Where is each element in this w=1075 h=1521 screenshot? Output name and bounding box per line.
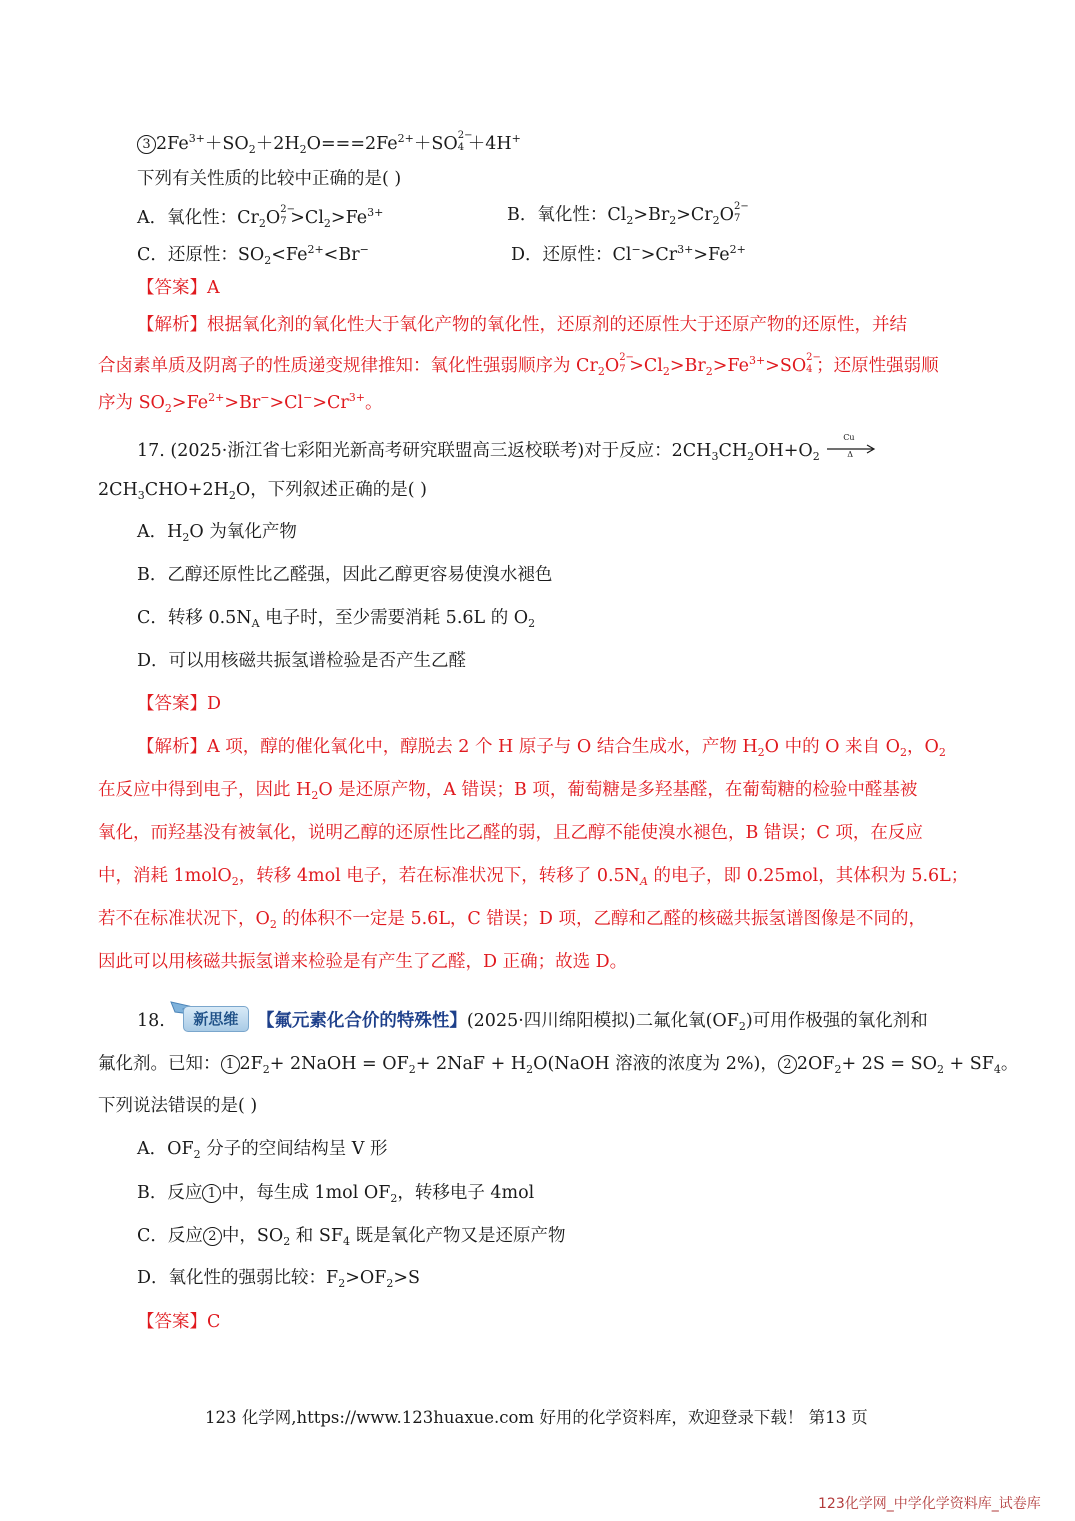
exp-text: A 项，醇的催化氧化中，醇脱去 2 个 H 原子与 O 结合生成水，产物 H: [207, 737, 758, 757]
explanation-label: 【解析】: [137, 737, 207, 757]
stem-text: + 2S = SO: [841, 1054, 937, 1074]
q18-stem-line1: [137, 1000, 928, 1032]
opt-sub: 2: [338, 1277, 346, 1290]
opt-text: ，转移电子 4mol: [397, 1183, 535, 1203]
opt-text: A．OF: [137, 1139, 194, 1159]
stem-text: 。: [1000, 1054, 1019, 1074]
stem-text: 2OF: [796, 1054, 835, 1074]
circled-number: 1: [202, 1184, 221, 1203]
q16-explanation-line2: [98, 351, 939, 378]
exp-sub: 7: [619, 363, 626, 375]
page-footer: 123 化学网,https://www.123huaxue.com 好用的化学资料库，欢迎登录下载！ 第13 页: [205, 1408, 868, 1427]
q17-option-b: B．乙醇还原性比乙醛强，因此乙醇更容易使溴水褪色: [137, 565, 553, 585]
opt-subsup: [280, 203, 296, 227]
exp-sup: 2+: [208, 391, 225, 404]
stem-text: 2F: [239, 1054, 263, 1074]
q17-explanation-line5: [98, 911, 926, 930]
exp-text: 。: [364, 393, 383, 413]
badge-pill: [183, 1006, 249, 1032]
exp-text: 的体积不一定是 5.6L，C 错误；D 项，乙醇和乙醛的核磁共振氢谱图像是不同的，: [276, 909, 926, 929]
stem-sub: 3: [711, 450, 719, 463]
opt-sub: 2: [264, 254, 272, 267]
stem-sub: 2: [738, 1020, 746, 1033]
opt-sub: 2: [626, 214, 634, 227]
exp-text: 若不在标准状况下，O: [98, 909, 270, 929]
stem-text: CH: [718, 441, 748, 461]
eq-sub: 2: [299, 143, 307, 156]
new-thinking-badge: [169, 1000, 251, 1032]
exp-sub: 2: [705, 365, 713, 378]
q17-explanation-line3: 氧化，而羟基没有被氧化，说明乙醇的还原性比乙醛的弱，且乙醇不能使溴水褪色，B 错误；C 项，在反应: [98, 823, 923, 843]
q17-option-c: [137, 610, 535, 629]
circled-number: 1: [221, 1055, 240, 1074]
eq-sup: +: [511, 132, 521, 145]
opt-text: >Cr: [640, 245, 678, 265]
eq-subsup: [457, 129, 473, 153]
answer-label: 【答案】: [137, 694, 207, 714]
exp-sup: 3+: [348, 391, 365, 404]
answer-value: C: [207, 1312, 221, 1332]
opt-text: 既是氧化产物又是还原产物: [350, 1226, 566, 1246]
exp-sub: 2: [938, 746, 946, 759]
stem-text: + SF: [943, 1054, 994, 1074]
stem-sub: 2: [262, 1063, 270, 1076]
exp-text: O 中的 O 来自 O: [764, 737, 900, 757]
exp-text: O 是还原产物，A 错误；B 项，葡萄糖是多羟基醛，在葡萄糖的检验中醛基被: [318, 780, 918, 800]
opt-sub: 2: [258, 217, 266, 230]
stem-sub: 2: [526, 1063, 534, 1076]
eq-text: ＋SO: [204, 134, 249, 154]
answer-label: 【答案】: [137, 1312, 207, 1332]
opt-text: B．氧化性：Cl: [507, 205, 627, 225]
eq-sup: 3+: [188, 132, 205, 145]
stem-text: 2CH: [98, 480, 138, 500]
exp-sub: 2: [231, 875, 239, 888]
opt-sub: 2: [386, 1277, 394, 1290]
opt-sup: −: [631, 243, 641, 256]
arrow-condition-bottom: Δ: [847, 450, 854, 459]
exp-text: >Cr: [312, 393, 349, 413]
q18-option-c: [137, 1227, 566, 1247]
q17-stem-line1: [137, 433, 877, 463]
opt-sup: 2+: [307, 243, 324, 256]
opt-text: <Br: [323, 245, 360, 265]
opt-text: <Fe: [271, 245, 308, 265]
opt-sub: 2: [712, 214, 720, 227]
answer-value: D: [207, 694, 222, 714]
exp-text: >Cl: [269, 393, 304, 413]
exp-text: >Fe: [712, 356, 749, 376]
opt-text: B．反应: [137, 1183, 203, 1203]
opt-sub: 2: [669, 214, 677, 227]
q16-option-c: [137, 244, 369, 266]
q18-answer: [137, 1314, 220, 1332]
opt-text: C．还原性：SO: [137, 245, 265, 265]
circled-number: 2: [203, 1227, 222, 1246]
q16-stem: 下列有关性质的比较中正确的是( ): [137, 169, 402, 189]
q18-option-b: [137, 1184, 534, 1204]
opt-text: 分子的空间结构呈 V 形: [200, 1139, 388, 1159]
q17-option-a: [137, 524, 297, 543]
exp-sub: 2: [164, 402, 172, 415]
eq-text: ＋SO: [413, 134, 458, 154]
opt-text: >Br: [633, 205, 670, 225]
exp-text: 在反应中得到电子，因此 H: [98, 780, 312, 800]
eq-sup: 2−: [457, 129, 473, 141]
opt-sub: 2: [528, 617, 536, 630]
arrow-condition-top: Cu: [843, 433, 855, 442]
opt-sup: 2−: [734, 200, 749, 212]
eq-sub: 2: [248, 143, 256, 156]
exp-text: O: [604, 356, 620, 376]
opt-text: O: [265, 208, 281, 228]
stem-sub: 2: [747, 450, 755, 463]
stem-text: (2025·四川绵阳模拟)二氟化氧(OF: [466, 1011, 739, 1031]
eq-text: ＋2H: [255, 134, 300, 154]
q17-option-d: D．可以用核磁共振氢谱检验是否产生乙醛: [137, 651, 467, 671]
opt-text: O: [719, 205, 735, 225]
eq-sub: 4: [457, 141, 465, 153]
exp-sub: 2: [597, 365, 605, 378]
watermark: 123化学网_中学化学资料库_试卷库: [818, 1496, 1041, 1512]
opt-text: D．氧化性的强弱比较：F: [137, 1268, 339, 1288]
exp-sub: A: [639, 875, 648, 888]
opt-text: >Cl: [290, 208, 324, 228]
exp-text: 的电子，即 0.25mol，其体积为 5.6L；: [647, 866, 969, 886]
stem-text: 氟化剂。已知：: [98, 1054, 221, 1074]
exp-text: ，转移 4mol 电子，若在标准状况下，转移了 0.5N: [238, 866, 640, 886]
opt-sub: 2: [323, 217, 331, 230]
stem-sub: 2: [228, 489, 236, 502]
exp-text: 中，消耗 1molO: [98, 866, 232, 886]
explanation-label: 【解析】: [137, 315, 207, 335]
opt-text: 电子时，至少需要消耗 5.6L 的 O: [259, 608, 529, 628]
stem-text: 17. (2025·浙江省七彩阳光新高考研究联盟高三返校联考)对于反应：2CH: [137, 441, 712, 461]
opt-text: O 为氧化产物: [189, 522, 297, 542]
q16-option-d: [511, 244, 746, 265]
opt-sup: −: [359, 243, 369, 256]
stem-sub: 2: [408, 1063, 416, 1076]
opt-sub: 2: [182, 531, 190, 544]
circled-number: 3: [137, 135, 156, 154]
exp-text: ；还原性强弱顺: [816, 356, 939, 376]
equation-3: [137, 129, 521, 156]
topic-tag: 【氟元素化合价的特殊性】: [256, 1011, 467, 1031]
opt-subsup: [734, 200, 749, 224]
opt-sub: 7: [734, 212, 741, 224]
exp-sub: 2: [311, 789, 319, 802]
exp-text: 合卤素单质及阴离子的性质递变规律推知：氧化性强弱顺序为 Cr: [98, 356, 598, 376]
exp-sub: 4: [806, 363, 813, 375]
exp-sub: 2: [899, 746, 907, 759]
q16-explanation-line1: [137, 317, 907, 335]
opt-sup: 3+: [677, 243, 694, 256]
exp-text: >Br: [669, 356, 706, 376]
stem-sub: 2: [936, 1063, 944, 1076]
q16-explanation-line3: [98, 392, 382, 414]
q18-option-d: [137, 1270, 420, 1289]
exp-text: >SO: [765, 356, 807, 376]
opt-text: 和 SF: [290, 1226, 343, 1246]
opt-text: D．还原性：Cl: [511, 245, 632, 265]
q18-option-a: [137, 1141, 387, 1160]
stem-text: )可用作极强的氧化剂和: [745, 1011, 928, 1031]
stem-text: O，下列叙述正确的是( ): [235, 480, 427, 500]
eq-text: O===2Fe: [306, 134, 398, 154]
opt-sup: 2+: [729, 243, 746, 256]
q16-option-b: [507, 200, 749, 227]
stem-text: + 2NaOH = OF: [269, 1054, 409, 1074]
q16-option-a: [137, 203, 384, 230]
exp-text: 序为 SO: [98, 393, 165, 413]
opt-sub: 4: [343, 1235, 350, 1248]
opt-sup: 3+: [367, 206, 384, 219]
opt-text: 中，SO: [221, 1226, 284, 1246]
opt-text: C．反应: [137, 1226, 203, 1246]
q17-explanation-line6: 因此可以用核磁共振氢谱来检验是有产生了乙醛，D 正确；故选 D。: [98, 952, 628, 972]
q17-explanation-line2: [98, 782, 917, 801]
eq-sup: 2+: [397, 132, 414, 145]
exp-text: >Cl: [629, 356, 663, 376]
q17-stem-line2: [98, 482, 427, 501]
exp-sup: 3+: [748, 354, 766, 367]
stem-sub: 3: [137, 489, 145, 502]
explanation-text: 根据氧化剂的氧化性大于氧化产物的氧化性，还原剂的还原性大于还原产物的还原性，并结: [207, 315, 907, 335]
circled-number: 2: [778, 1055, 797, 1074]
exp-sub: 2: [757, 746, 765, 759]
eq-text: ＋4H: [467, 134, 512, 154]
opt-text: 中，每生成 1mol OF: [221, 1183, 391, 1203]
opt-text: >Fe: [330, 208, 368, 228]
answer-label: 【答案】: [137, 278, 207, 298]
reaction-arrow-icon: [825, 433, 877, 459]
stem-text: OH+O: [754, 441, 813, 461]
opt-text: >S: [393, 1268, 420, 1288]
q18-stem-line3: 下列说法错误的是( ): [98, 1096, 258, 1116]
opt-text: >Fe: [693, 245, 730, 265]
exp-sup: −: [260, 391, 270, 404]
opt-sub: 7: [280, 215, 287, 227]
opt-text: A．氧化性：Cr: [137, 208, 259, 228]
stem-text: + 2NaF + H: [415, 1054, 527, 1074]
eq-text: 2Fe: [156, 134, 189, 154]
exp-sub: 2: [662, 365, 670, 378]
opt-text: A．H: [137, 522, 183, 542]
badge-text: 新思维: [193, 1010, 239, 1028]
question-number: 18.: [137, 1011, 165, 1031]
opt-sub: 2: [283, 1235, 291, 1248]
q17-explanation-line1: [137, 739, 946, 758]
stem-sub: 2: [812, 450, 820, 463]
exp-subsup: [619, 351, 634, 375]
opt-sub: 2: [193, 1148, 201, 1161]
opt-sup: 2−: [280, 203, 296, 215]
opt-sub: 2: [390, 1192, 398, 1205]
stem-sub: 4: [993, 1063, 1001, 1076]
opt-text: >OF: [345, 1268, 387, 1288]
exp-text: >Br: [224, 393, 261, 413]
q16-answer: [137, 280, 220, 298]
exp-sup: −: [303, 391, 313, 404]
exp-text: >Fe: [171, 393, 209, 413]
exp-sup: 2−: [806, 351, 821, 363]
q17-explanation-line4: [98, 868, 968, 887]
exp-sub: 2: [269, 918, 277, 931]
answer-value: A: [207, 278, 220, 298]
stem-text: O(NaOH 溶液的浓度为 2%)，: [533, 1054, 778, 1074]
exp-sup: 2−: [619, 351, 634, 363]
exp-text: ，O: [906, 737, 939, 757]
q18-stem-line2: [98, 1055, 1018, 1075]
opt-sub: A: [251, 617, 260, 630]
opt-text: >Cr: [676, 205, 713, 225]
opt-text: C．转移 0.5N: [137, 608, 252, 628]
stem-text: CHO+2H: [144, 480, 229, 500]
stem-sub: 2: [834, 1063, 842, 1076]
exp-subsup: [806, 351, 821, 375]
q17-answer: [137, 696, 221, 714]
